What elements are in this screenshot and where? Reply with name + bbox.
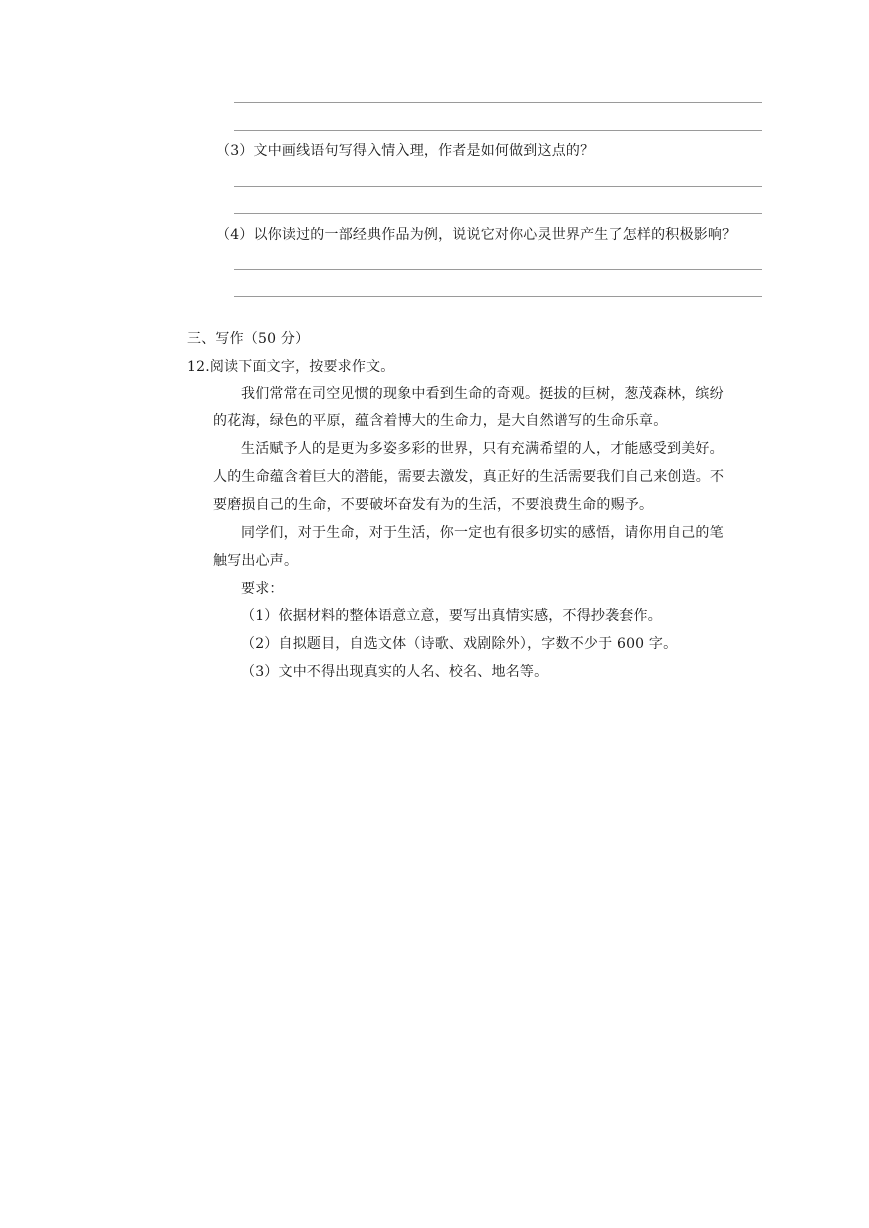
answer-line xyxy=(234,269,762,270)
answer-line xyxy=(234,296,762,297)
requirement-3: （3）文中不得出现真实的人名、校名、地名等。 xyxy=(241,664,549,680)
paragraph-1-line: 我们常常在司空见惯的现象中看到生命的奇观。挺拔的巨树，葱茂森林，缤纷 xyxy=(241,386,724,402)
question-3-text: （3）文中画线语句写得入情入理，作者是如何做到这点的？ xyxy=(216,143,595,159)
section-title: 三、写作（50 分） xyxy=(187,331,310,347)
requirement-2: （2）自拟题目，自选文体（诗歌、戏剧除外），字数不少于 600 字。 xyxy=(241,636,678,652)
paragraph-3-line: 同学们，对于生命，对于生活，你一定也有很多切实的感悟，请你用自己的笔 xyxy=(241,525,724,541)
answer-line xyxy=(234,186,762,187)
requirements-label: 要求： xyxy=(241,581,284,597)
answer-line xyxy=(234,213,762,214)
answer-line xyxy=(234,130,762,131)
paragraph-3-line: 触写出心声。 xyxy=(213,553,299,569)
question-12-prompt: 12.阅读下面文字，按要求作文。 xyxy=(187,359,395,375)
paragraph-2-line: 要磨损自己的生命，不要破坏奋发有为的生活，不要浪费生命的赐予。 xyxy=(213,497,654,513)
paragraph-1-line: 的花海，绿色的平原，蕴含着博大的生命力，是大自然谱写的生命乐章。 xyxy=(213,413,668,429)
question-4-text: （4）以你读过的一部经典作品为例，说说它对你心灵世界产生了怎样的积极影响？ xyxy=(216,227,737,243)
paragraph-2-line: 人的生命蕴含着巨大的潜能，需要去激发，真正好的生活需要我们自己来创造。不 xyxy=(213,469,725,485)
answer-line xyxy=(234,102,762,103)
requirement-1: （1）依据材料的整体语意立意，要写出真情实感，不得抄袭套作。 xyxy=(241,608,662,624)
paragraph-2-line: 生活赋予人的是更为多姿多彩的世界，只有充满希望的人，才能感受到美好。 xyxy=(241,441,724,457)
